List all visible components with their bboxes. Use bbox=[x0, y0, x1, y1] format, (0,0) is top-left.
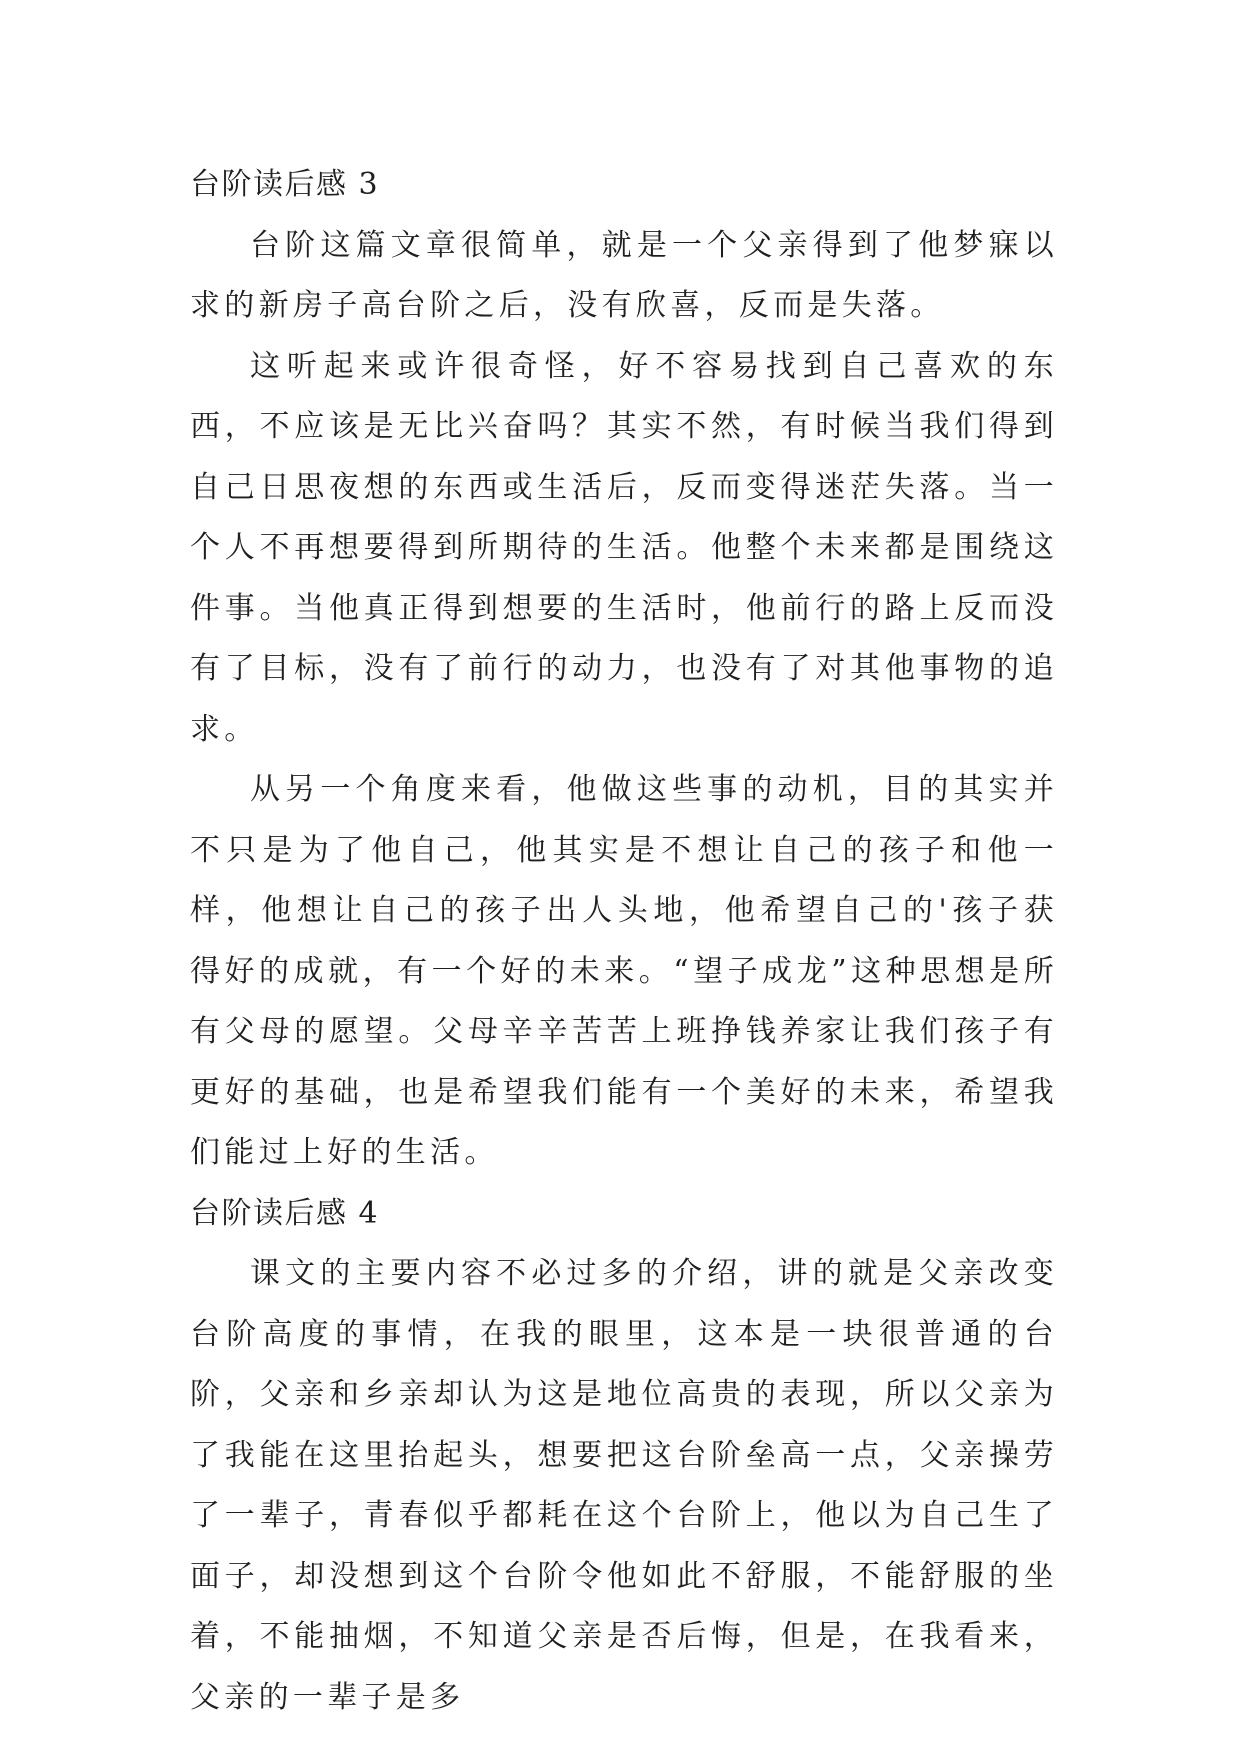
document-body bbox=[190, 155, 1058, 1728]
paragraph: 课文的主要内容不必过多的介绍，讲的就是父亲改变台阶高度的事情，在我的眼里，这本是一块很普通的台阶，父亲和乡亲却认为这是地位高贵的表现，所以父亲为了我能在这里抬起头，想要把这台阶垒高一点，父亲操劳了一辈子，青春似乎都耗在这个台阶上，他以为自己生了面子，却没想到这个台阶令他如此不舒服，不能舒服的坐着，不能抽烟，不知道父亲是否后悔，但是，在我看来，父亲的一辈子是多 bbox=[190, 1256, 1058, 1715]
paragraph: 从另一个角度来看，他做这些事的动机，目的其实并不只是为了他自己，他其实是不想让自己的孩子和他一样，他想让自己的孩子出人头地，他希望自己的'孩子获得好的成就，有一个好的未来。“望子成龙”这种思想是所有父母的愿望。父母辛辛苦苦上班挣钱养家让我们孩子有更好的基础，也是希望我们能有一个美好的未来，希望我们能过上好的生活。 bbox=[190, 772, 1058, 1170]
section-title: 台阶读后感 4 bbox=[190, 1195, 380, 1231]
section-essay-4 bbox=[190, 1184, 1058, 1729]
paragraph: 台阶这篇文章很简单，就是一个父亲得到了他梦寐以求的新房子高台阶之后，没有欣喜，反而是失落。 bbox=[190, 227, 1058, 323]
section-essay-3 bbox=[190, 155, 1058, 1184]
paragraph: 这听起来或许很奇怪，好不容易找到自己喜欢的东西，不应该是无比兴奋吗？其实不然，有时候当我们得到自己日思夜想的东西或生活后，反而变得迷茫失落。当一个人不再想要得到所期待的生活。他整个未来都是围绕这件事。当他真正得到想要的生活时，他前行的路上反而没有了目标，没有了前行的动力，也没有了对其他事物的追求。 bbox=[190, 348, 1058, 747]
section-title: 台阶读后感 3 bbox=[190, 167, 380, 202]
